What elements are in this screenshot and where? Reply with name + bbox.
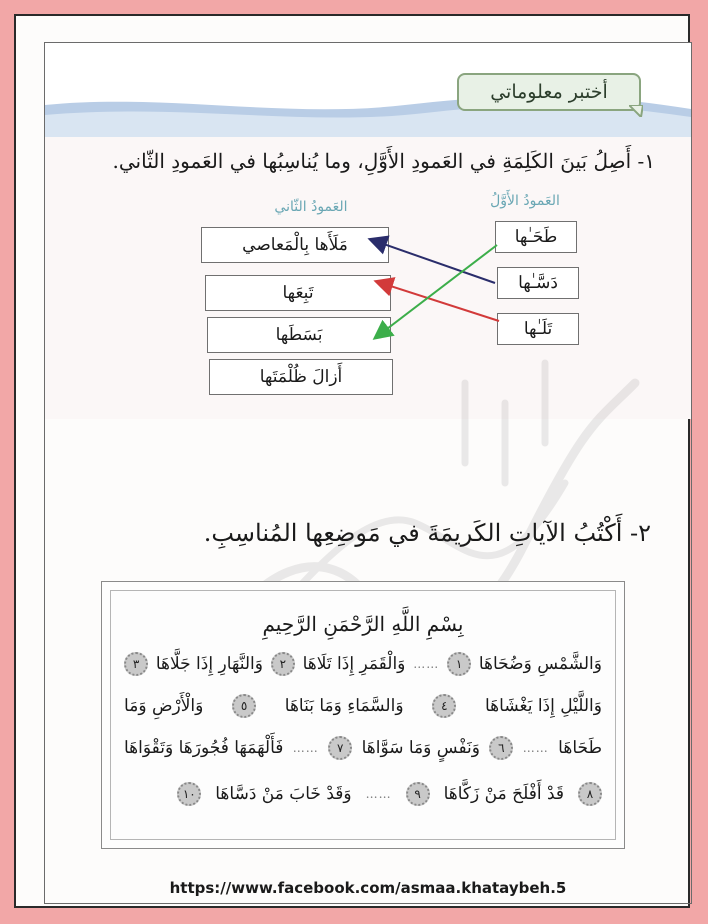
col2-item-3-text: بَسَطَها bbox=[275, 325, 323, 345]
verse-number-badge: ٩ bbox=[406, 782, 430, 806]
verse-row-4 bbox=[124, 782, 602, 806]
verse-8: فَأَلْهَمَهَا فُجُورَهَا وَتَقْوَاهَا bbox=[124, 738, 284, 758]
col1-item-1-text: طَحَـٰها bbox=[514, 227, 558, 247]
verse-7: وَنَفْسٍ وَمَا سَوَّاهَا bbox=[361, 738, 480, 758]
match-line-tahaha bbox=[379, 245, 497, 335]
verses-panel bbox=[101, 581, 625, 849]
verse-row-1 bbox=[124, 652, 602, 676]
verse-1: وَالشَّمْسِ وَضُحَاهَا bbox=[478, 654, 602, 674]
verse-number-badge: ١٠ bbox=[177, 782, 201, 806]
blank-line: …… bbox=[413, 657, 440, 671]
verse-4: وَاللَّيْلِ إِذَا يَغْشَاهَا bbox=[485, 696, 602, 716]
verse-number-badge: ٥ bbox=[232, 694, 256, 718]
col1-item-3-text: تَلَـٰها bbox=[523, 319, 553, 339]
question1-prompt: ١- أَصِلُ بَينَ الكَلِمَةِ في العَمودِ الأَوَّلِ، وما يُناسِبُها في العَمودِ الثّاني. bbox=[112, 149, 655, 173]
verse-10: وَقَدْ خَابَ مَنْ دَسَّاهَا bbox=[215, 784, 352, 804]
blank-line: …… bbox=[292, 741, 319, 755]
col1-item-2-text: دَسَّـٰها bbox=[518, 273, 558, 293]
col2-item-1-text: مَلَأَها بِالْمَعاصي bbox=[242, 235, 348, 255]
verse-number-badge: ١ bbox=[447, 652, 471, 676]
blank-line: …… bbox=[522, 741, 549, 755]
verse-number-badge: ٦ bbox=[489, 736, 513, 760]
verse-6-start: وَالْأَرْضِ وَمَا bbox=[124, 696, 204, 716]
section-title: أختبر معلوماتي bbox=[490, 81, 608, 103]
verse-6-end: طَحَاهَا bbox=[558, 738, 602, 758]
verse-row-3 bbox=[124, 736, 602, 760]
bismillah: بِسْمِ اللَّهِ الرَّحْمَنِ الرَّحِيمِ bbox=[262, 612, 464, 636]
verse-number-badge: ٨ bbox=[578, 782, 602, 806]
verse-5: وَالسَّمَاءِ وَمَا بَنَاهَا bbox=[284, 696, 404, 716]
facebook-url[interactable]: https://www.facebook.com/asmaa.khataybeh.5 bbox=[169, 879, 567, 897]
blank-line: …… bbox=[365, 787, 392, 801]
verse-2: وَالْقَمَرِ إِذَا تَلَاهَا bbox=[302, 654, 406, 674]
verse-number-badge: ٧ bbox=[328, 736, 352, 760]
column2-title: العَمودُ الثّاني bbox=[274, 199, 348, 215]
question2-prompt: ٢- أَكْتُبُ الآياتِ الكَريمَةَ في مَوضِعِها المُناسِبِ. bbox=[203, 519, 651, 547]
verse-number-badge: ٤ bbox=[432, 694, 456, 718]
verse-number-badge: ٣ bbox=[124, 652, 148, 676]
col2-item-4-text: أَزالَ ظُلْمَتَها bbox=[259, 367, 343, 387]
page-frame bbox=[14, 14, 690, 908]
matching-lines bbox=[45, 43, 691, 443]
verse-row-2 bbox=[124, 694, 602, 718]
verse-3: وَالنَّهَارِ إِذَا جَلَّاهَا bbox=[155, 654, 263, 674]
verse-9: قَدْ أَفْلَحَ مَنْ زَكَّاهَا bbox=[443, 784, 564, 804]
match-line-dassaha bbox=[375, 241, 495, 283]
column1-title: العَمودُ الأَوَّلُ bbox=[490, 193, 560, 209]
verse-number-badge: ٢ bbox=[271, 652, 295, 676]
col2-item-2-text: تَبِعَها bbox=[282, 283, 314, 303]
worksheet bbox=[44, 42, 692, 904]
